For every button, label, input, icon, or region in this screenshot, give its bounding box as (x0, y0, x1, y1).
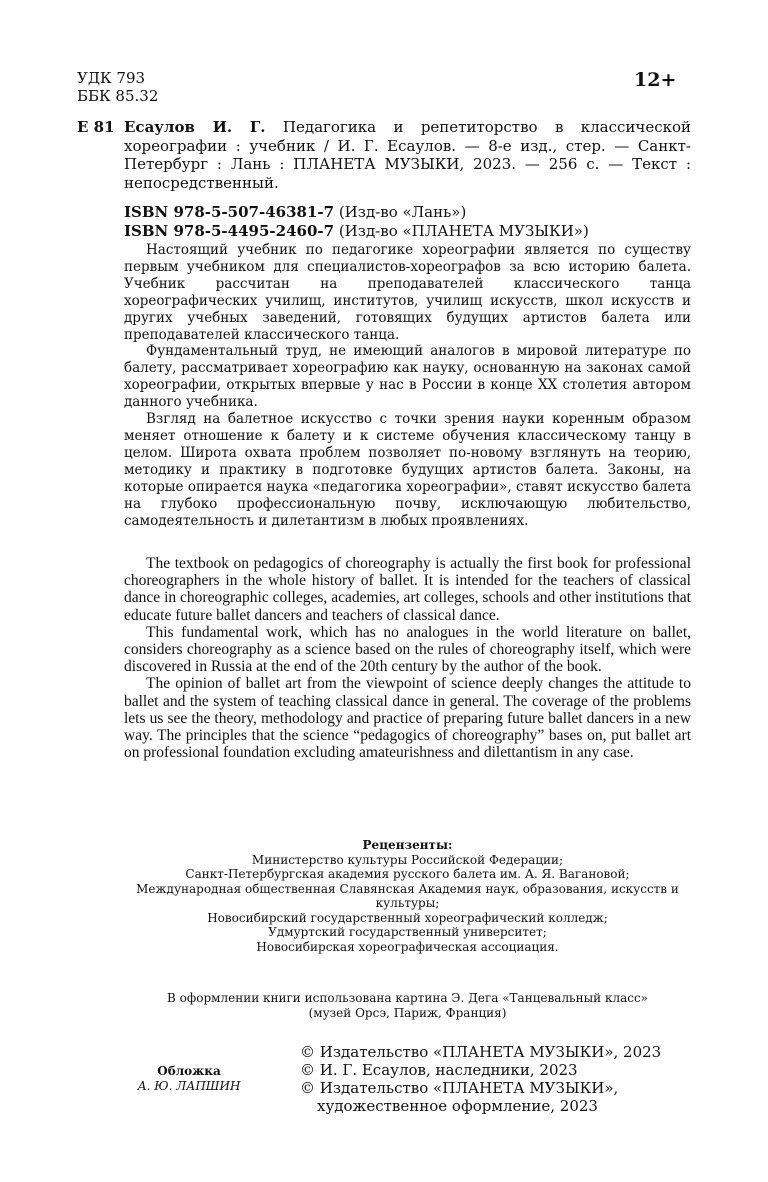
reviewer-item: Министерство культуры Российской Федерации; (251, 852, 564, 867)
isbn-publisher: (Изд-во «ПЛАНЕТА МУЗЫКИ») (338, 221, 589, 240)
isbn-number: ISBN 978-5-507-46381-7 (124, 203, 335, 221)
copyright-line: художественное оформление, 2023 (317, 1097, 598, 1115)
abstract-paragraph: This fundamental work, which has no analogues in the world literature on ballet, considers choreography as a science based on the rules of choreography itself, which were discovered in Russia at the end of the 20th century by the author of the book. (124, 623, 691, 676)
abstract-paragraph: Фундаментальный труд, не имеющий аналогов в мировой литературе по балету, рассматривает хореографию как науку, основанную на законах самой хореографии, открытых впервые у нас в России в конце XX столетия автором данного учебника. (124, 343, 691, 411)
copyright-line: © Издательство «ПЛАНЕТА МУЗЫКИ», 2023 (300, 1043, 662, 1061)
abstract-english (124, 555, 691, 761)
copyright-line: © Издательство «ПЛАНЕТА МУЗЫКИ», (300, 1079, 619, 1097)
cover-credit (124, 1064, 254, 1094)
abstract-paragraph: The textbook on pedagogics of choreography is actually the first book for professional choreographers in the whole history of ballet. It is intended for the teachers of classical dance in choreographic colleges, academies, art colleges, schools and other institutions that educate future ballet dancers and teachers of classical dance. (124, 555, 691, 624)
reviewer-item: Санкт-Петербургская академия русского балета им. А. Я. Вагановой; (185, 867, 630, 881)
copyright-block (300, 1043, 695, 1115)
abstract-russian (124, 242, 691, 529)
classification-codes (77, 69, 158, 105)
reviewer-item: Новосибирская хореографическая ассоциация. (256, 939, 559, 954)
isbn-line (124, 203, 589, 222)
bibliographic-record (124, 118, 691, 192)
age-rating: 12+ (634, 69, 677, 91)
illustration-note (124, 991, 691, 1020)
record-author: Есаулов И. Г. (124, 118, 266, 136)
reviewers-heading: Рецензенты: (362, 838, 453, 852)
isbn-block (124, 203, 589, 240)
reviewer-item: Удмуртский государственный университет; (268, 925, 547, 939)
reviewer-item: Международная общественная Славянская Академия наук, образования, искусств и культуры; (136, 881, 679, 910)
isbn-number: ISBN 978-5-4495-2460-7 (124, 221, 335, 240)
reviewers-block (124, 838, 691, 954)
illustration-note-line: В оформлении книги использована картина Э. Дега «Танцевальный класс» (166, 991, 649, 1005)
reviewer-item: Новосибирский государственный хореографический колледж; (207, 910, 608, 925)
cover-designer: А. Ю. ЛАПШИН (137, 1079, 241, 1093)
udk-code: УДК 793 (77, 69, 146, 87)
abstract-paragraph: The opinion of ballet art from the viewpoint of science deeply changes the attitude to ballet and the system of teaching classical dance in general. The coverage of the problems lets us see the theory, methodology and practice of preparing future ballet dancers in a new way. The principles that the science “pedagogics of choreography” bases on, put ballet art on professional foundation excluding amateurishness and dilettantism in any case. (124, 675, 691, 762)
abstract-paragraph: Настоящий учебник по педагогике хореографии является по существу первым учебником для специалистов-хореографов за всю историю балета. Учебник рассчитан на преподавателей классического танца хореографических училищ, институтов, училищ искусств, школ искусств и других учебных заведений, готовящих будущих артистов балета или преподавателей классического танца. (124, 242, 691, 343)
bbk-code: ББК 85.32 (77, 87, 159, 105)
illustration-note-line: (музей Орсэ, Париж, Франция) (308, 1005, 507, 1020)
abstract-paragraph: Взгляд на балетное искусство с точки зрения науки коренным образом меняет отношение к балету и к системе обучения классическому танцу в целом. Широта охвата проблем позволяет по-новому взглянуть на теорию, методику и практику в подготовке будущих артистов балета. Законы, на которые опирается наука «педагогика хореографии», ставят искусство балета на глубоко профессиональную почву, исключающую любительство, самодеятельность и дилетантизм в любых проявлениях. (124, 411, 691, 529)
author-code: Е 81 (77, 118, 115, 136)
record-description: Педагогика и репетиторство в классической хореографии : учебник / И. Г. Есаулов. — 8-е изд., стер. — Санкт-Петербург : Лань : ПЛАНЕТА МУЗЫКИ, 2023. — 256 с. — Текст : непосредственный. (124, 118, 691, 192)
isbn-line (124, 222, 589, 241)
copyright-line: © И. Г. Есаулов, наследники, 2023 (300, 1061, 578, 1079)
cover-label: Обложка (157, 1064, 221, 1078)
isbn-publisher: (Изд-во «Лань») (338, 203, 467, 221)
